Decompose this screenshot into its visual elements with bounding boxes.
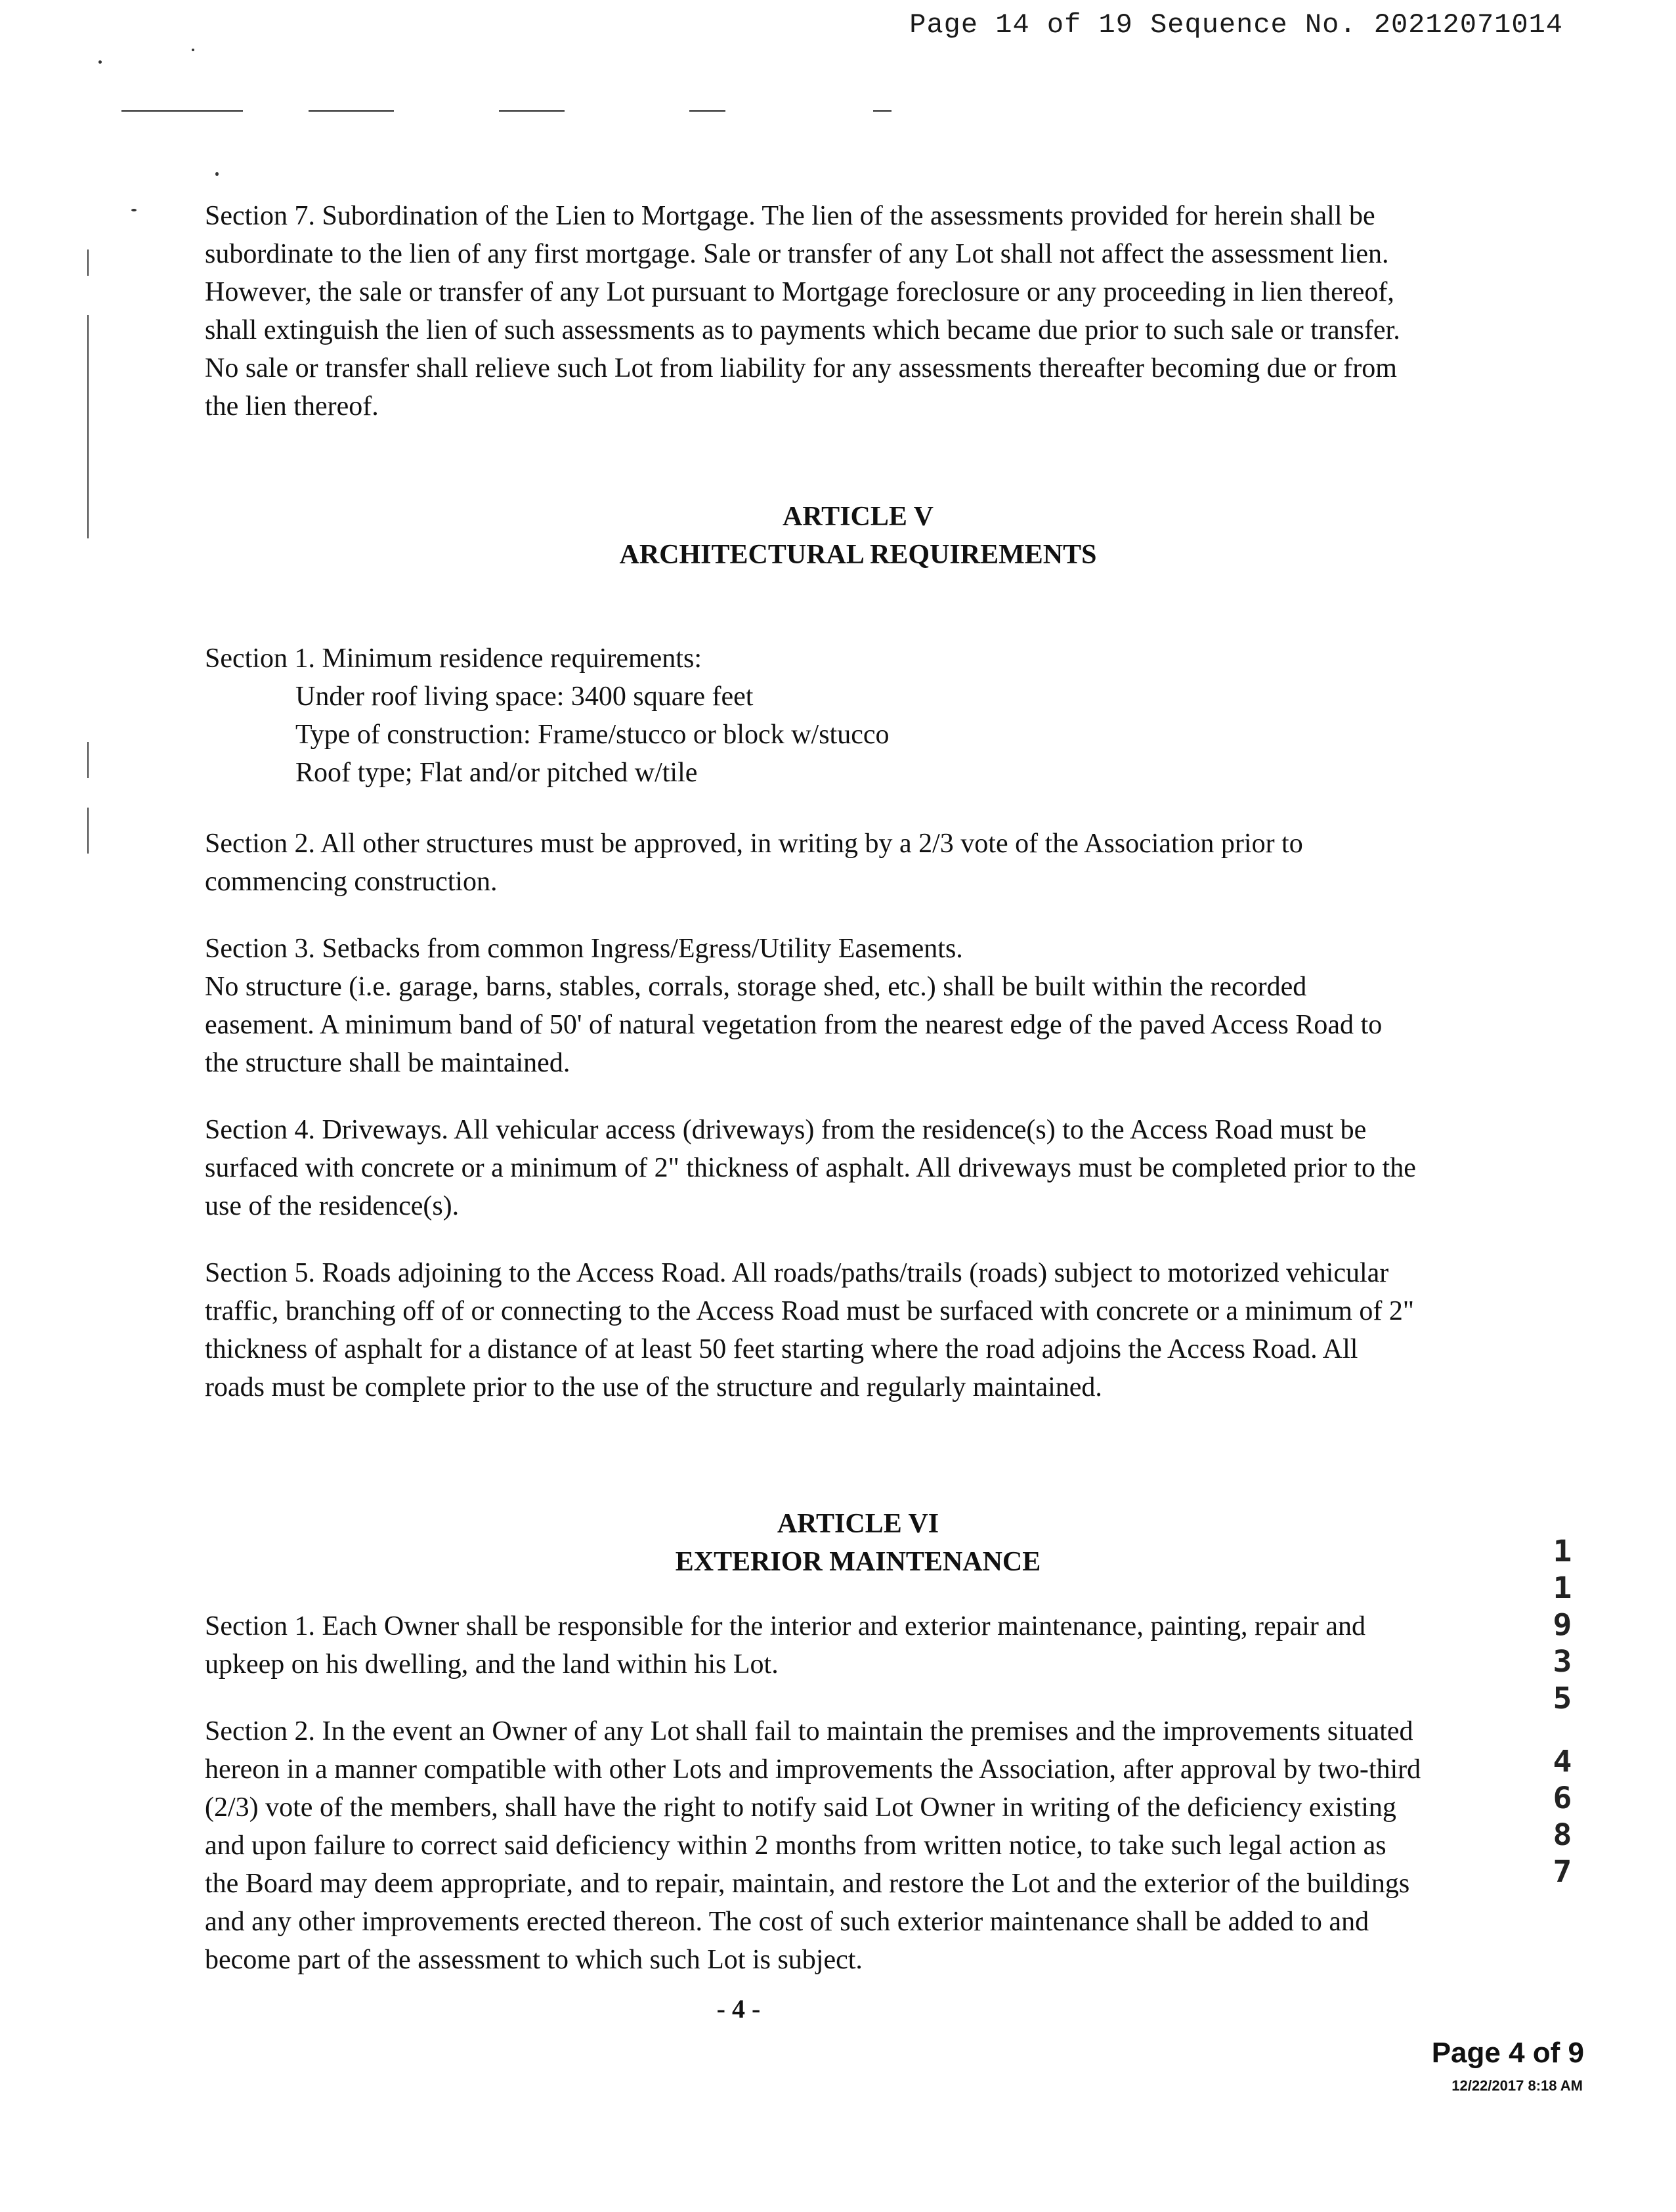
text-line: No structure (i.e. garage, barns, stables, corrals, storage shed, etc.) shall be built within the recorded: [205, 972, 1307, 1002]
scan-rule: [309, 110, 394, 112]
scan-margin-mark: [87, 315, 89, 538]
article-5-section-1: [205, 640, 1511, 792]
scan-speck: [192, 49, 194, 51]
recording-stamp: [1543, 1533, 1582, 1890]
scan-speck: [215, 172, 219, 176]
text-line: Section 3. Setbacks from common Ingress/Egress/Utility Easements.: [205, 934, 963, 964]
stamp-digit: 7: [1553, 1854, 1572, 1890]
article-5-section-5: [205, 1254, 1511, 1406]
article-6-section-2: [205, 1712, 1511, 1979]
article-5-section-4: [205, 1111, 1511, 1225]
text-line: Section 5. Roads adjoining to the Access Road. All roads/paths/trails (roads) subject to motorized vehicular: [205, 1258, 1389, 1288]
sequence-header: Page 14 of 19 Sequence No. 20212071014: [909, 9, 1563, 41]
scan-margin-mark: [87, 808, 89, 854]
text-line: thickness of asphalt for a distance of at least 50 feet starting where the road adjoins the Access Road. All: [205, 1334, 1358, 1364]
text-line: Section 4. Driveways. All vehicular access (driveways) from the residence(s) to the Access Road must be: [205, 1115, 1367, 1145]
section-heading: Section 1. Minimum residence requirements:: [205, 643, 702, 674]
text-line: traffic, branching off of or connecting to the Access Road must be surfaced with concrete or a minimum of 2": [205, 1296, 1415, 1326]
article-number: ARTICLE VI: [777, 1509, 939, 1539]
stamp-digit: 4: [1553, 1744, 1572, 1779]
article-number: ARTICLE V: [783, 502, 934, 532]
footer-page-count: Page 4 of 9: [1431, 2037, 1584, 2069]
article-6-section-1: [205, 1607, 1511, 1683]
stamp-digit: 6: [1553, 1781, 1572, 1816]
text-line: and any other improvements erected thereon. The cost of such exterior maintenance shall be added to and: [205, 1907, 1369, 1937]
article-title: EXTERIOR MAINTENANCE: [675, 1547, 1041, 1577]
section-7-paragraph: [205, 197, 1511, 425]
stamp-digit: 9: [1553, 1607, 1572, 1643]
requirement-item: Roof type; Flat and/or pitched w/tile: [295, 758, 698, 788]
text-line: However, the sale or transfer of any Lot pursuant to Mortgage foreclosure or any proceeding in lien thereof,: [205, 277, 1394, 307]
document-body: [205, 197, 1511, 1979]
footer-timestamp: 12/22/2017 8:18 AM: [1451, 2077, 1583, 2094]
text-line: become part of the assessment to which such Lot is subject.: [205, 1945, 863, 1975]
text-line: roads must be complete prior to the use of the structure and regularly maintained.: [205, 1372, 1102, 1402]
scan-rule: [873, 110, 892, 112]
text-line: (2/3) vote of the members, shall have the right to notify said Lot Owner in writing of the deficiency existing: [205, 1792, 1396, 1823]
text-line: Section 7. Subordination of the Lien to Mortgage. The lien of the assessments provided for herein shall be: [205, 201, 1375, 231]
text-line: use of the residence(s).: [205, 1191, 460, 1221]
stamp-digit: 5: [1553, 1681, 1572, 1716]
scan-rule: [121, 110, 243, 112]
article-title: ARCHITECTURAL REQUIREMENTS: [619, 540, 1097, 570]
article-5-section-3: [205, 930, 1511, 1082]
scan-rule: [499, 110, 565, 112]
text-line: hereon in a manner compatible with other Lots and improvements the Association, after approval by two-third: [205, 1754, 1421, 1785]
scan-speck: [98, 60, 102, 64]
stamp-digit: 8: [1553, 1817, 1572, 1853]
text-line: shall extinguish the lien of such assessments as to payments which became due prior to such sale or transfer.: [205, 315, 1400, 345]
scan-speck: [131, 209, 137, 211]
text-line: Section 2. In the event an Owner of any Lot shall fail to maintain the premises and the improvements situated: [205, 1716, 1413, 1746]
stamp-digit: 3: [1553, 1644, 1572, 1680]
text-line: commencing construction.: [205, 867, 498, 897]
page-number: - 4 -: [716, 1994, 761, 2024]
requirement-item: Type of construction: Frame/stucco or block w/stucco: [295, 720, 890, 750]
text-line: subordinate to the lien of any first mortgage. Sale or transfer of any Lot shall not affect the assessment lien.: [205, 239, 1389, 269]
text-line: and upon failure to correct said deficiency within 2 months from written notice, to take such legal action as: [205, 1831, 1386, 1861]
stamp-digit: 1: [1553, 1571, 1572, 1606]
text-line: No sale or transfer shall relieve such Lot from liability for any assessments thereafter becoming due or from: [205, 353, 1397, 383]
article-5-heading: [205, 498, 1511, 574]
text-line: Section 1. Each Owner shall be responsible for the interior and exterior maintenance, painting, repair and: [205, 1611, 1366, 1641]
text-line: the structure shall be maintained.: [205, 1048, 570, 1078]
scan-margin-mark: [87, 742, 89, 778]
requirement-item: Under roof living space: 3400 square feet: [295, 682, 754, 712]
text-line: the Board may deem appropriate, and to repair, maintain, and restore the Lot and the exterior of the buildings: [205, 1869, 1410, 1899]
text-line: surfaced with concrete or a minimum of 2" thickness of asphalt. All driveways must be completed prior to the: [205, 1153, 1416, 1183]
article-6-heading: [205, 1505, 1511, 1581]
scan-margin-mark: [87, 249, 89, 276]
scan-rule: [689, 110, 725, 112]
stamp-digit: 1: [1553, 1534, 1572, 1569]
text-line: the lien thereof.: [205, 391, 379, 422]
text-line: upkeep on his dwelling, and the land within his Lot.: [205, 1649, 779, 1680]
text-line: Section 2. All other structures must be approved, in writing by a 2/3 vote of the Association prior to: [205, 829, 1303, 859]
text-line: easement. A minimum band of 50' of natural vegetation from the nearest edge of the paved Access Road to: [205, 1010, 1383, 1040]
article-5-section-2: [205, 825, 1511, 901]
